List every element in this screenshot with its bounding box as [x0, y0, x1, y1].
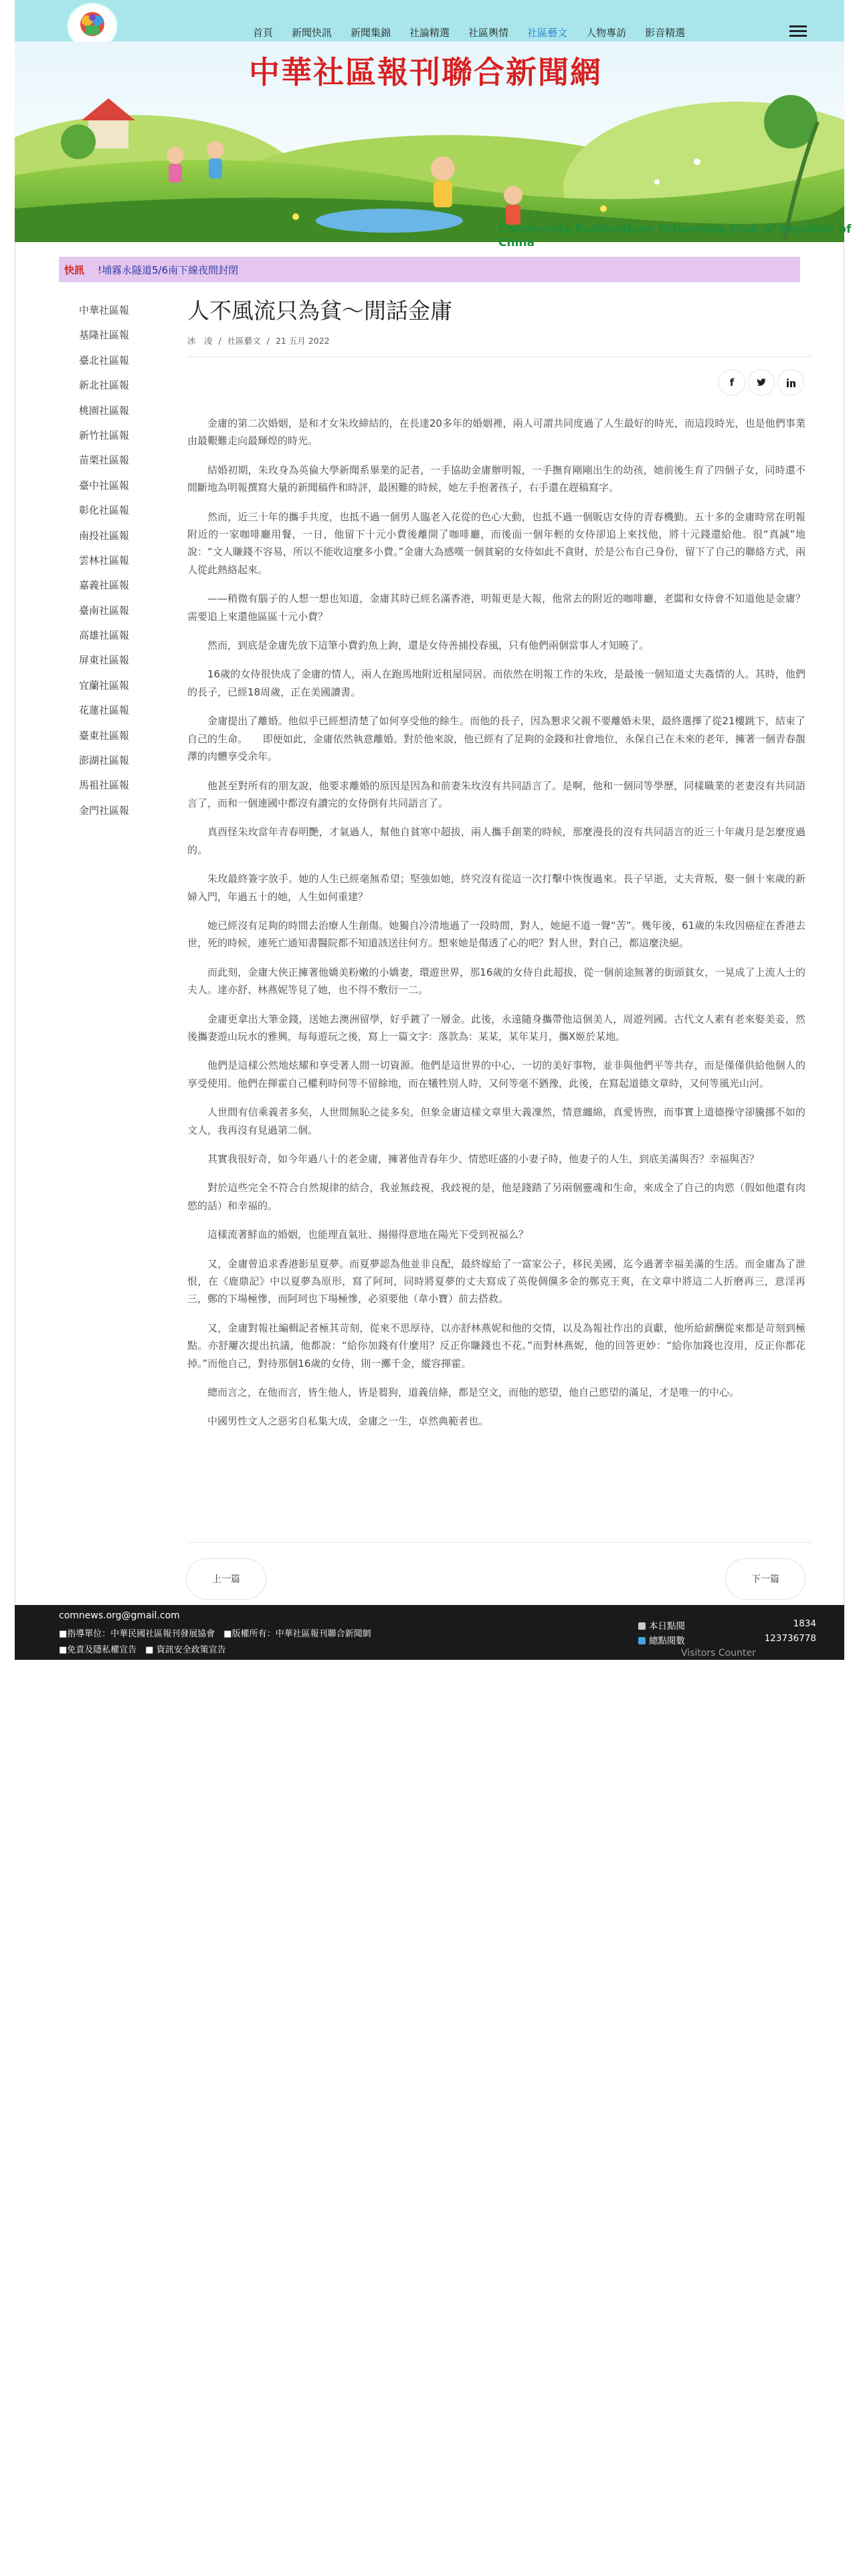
article-paragraph: 其實我很好奇，如今年過八十的老金庸，擁著他青春年少、情慾旺盛的小妻子時，他妻子的人生，到底美滿與否？幸福與否？ — [207, 1153, 760, 1165]
article-author: 冰 凌 — [187, 336, 213, 346]
nav-editorials[interactable]: 社論精選 — [409, 27, 450, 39]
nav-video[interactable]: 影音精選 — [645, 27, 686, 39]
prev-article-button[interactable]: 上一篇 — [186, 1558, 266, 1600]
article-paragraph: 金庸的第二次婚姻，是和才女朱玫締結的，在長達20多年的婚姻裡，兩人可謂共同度過了人生最好的時光，而這段時光，也是他們事業由最艱難走向最輝煌的時光。 — [187, 417, 805, 447]
linkedin-share-icon[interactable] — [777, 369, 804, 396]
footer-policy-links[interactable]: ■免責及隱私權宣告 ■ 資訊安全政策宣告 — [59, 1645, 226, 1655]
article-paragraph: 這樣流著鮮血的婚姻，也能理直氣壯、揚揚得意地在陽光下受到祝福么？ — [207, 1228, 529, 1241]
article-paragraph: 朱玫最終簽字放手。她的人生已經毫無希望；堅強如她，終究沒有從這一次打擊中恢復過來。長子早逝，丈夫背叛，娶一個十來歲的新婦入門，年過五十的她，人生如何重建？ — [187, 873, 805, 903]
pager-divider — [187, 1542, 812, 1543]
sidebar-item[interactable]: 苗栗社區報 — [79, 454, 130, 467]
footer — [15, 1605, 844, 1660]
today-visits-value: 1834 — [793, 1618, 816, 1629]
sidebar-item[interactable]: 臺中社區報 — [79, 479, 130, 492]
article-paragraph: 中國男性文人之惡劣自私集大成，金庸之一生，卓然典範者也。 — [207, 1415, 489, 1428]
article-paragraph: 然而，到底是金庸先放下這筆小費釣魚上鉤，還是女侍善捕投春風，只有他們兩個當事人才知曉了。 — [207, 639, 650, 652]
sidebar-item[interactable]: 新竹社區報 — [79, 429, 130, 441]
article-paragraph: 又，金庸對報社編輯記者極其苛刻，從來不思厚待，以亦舒林燕妮和他的交情，以及為報社作出的貢獻，他所給薪酬從來都是苛刻到極點。亦舒屢次提出抗議，他都說：“給你加錢有什麼用？反正你賺錢也不花。”而對林燕妮，他的回答更妙：“給你加錢也沒用，反正你都花掉。”而他自己，對待那個16歲的女侍，則一擲千金，縱容揮霍。 — [187, 1321, 805, 1370]
total-visits-icon — [638, 1637, 646, 1644]
sidebar-item[interactable]: 屏東社區報 — [79, 654, 130, 667]
footer-email[interactable]: comnews.org@gmail.com — [59, 1610, 180, 1621]
article-paragraph: 人世間有信乘義者多矣，人世間無恥之徒多矣，但象金庸這樣文章里大義凜然，情意纏綿，真愛皆煦，而事實上道德操守卻騰挪不如的文人，我再沒有見過第二個。 — [187, 1106, 805, 1136]
today-visits-icon — [638, 1622, 646, 1630]
sidebar-item[interactable]: 金門社區報 — [79, 804, 130, 817]
site-title: 中華社區報刊聯合新聞網 — [249, 54, 602, 90]
next-article-button[interactable]: 下一篇 — [725, 1558, 805, 1600]
today-visits-label: 本日點閱 — [638, 1618, 685, 1632]
article-paragraph: 又，金庸曾追求香港影星夏夢。而夏夢認為他並非良配，最終嫁給了一富家公子，移民美國，迄今過著幸福美滿的生活。而金庸為了泄恨，在《鹿鼎記》中以夏夢為原形，寫了阿珂，同時將夏夢的丈夫寫成了英俊倜儻多金的鄭克王爽，在文章中將這二人折磨再三，意淫再三，鄭的下場極慘，而阿珂也下場極慘，必須要他（韋小寶）前去搭救。 — [187, 1257, 805, 1305]
article-paragraph: 結婚初期，朱玫身為英倫大學新聞系畢業的記者，一手協助金庸辦明報，一手撫育剛剛出生的幼孩，她前後生育了四個子女，同時還不間斷地為明報撰寫大量的新聞稿件和時評，最困難的時候，她左手抱著孩子，右手還在趕稿寫字。 — [187, 463, 805, 494]
sidebar-item[interactable]: 澎湖社區報 — [79, 754, 130, 767]
article-paragraph: 她已經沒有足夠的時間去治療人生創傷。她獨自冷清地過了一段時間，對人，她絕不道一聲“苦”。幾年後，61歲的朱玫因癌症在香港去世，死的時候，連死亡通知書醫院都不知道該送往何方。想來她是傷透了心的吧？對人世，對自己，都這麼決絕。 — [187, 919, 805, 950]
nav-community-opinion[interactable]: 社區輿情 — [468, 27, 509, 39]
site-subtitle: Community Publications Fellowship Club of Republic of China — [498, 223, 852, 249]
sidebar-item[interactable]: 中華社區報 — [79, 304, 130, 316]
sidebar-item[interactable]: 嘉義社區報 — [79, 579, 130, 592]
main-nav — [253, 25, 704, 39]
article-meta: 冰 凌 / 社區藝文 / 21 五月 2022 — [187, 336, 330, 346]
sidebar-item[interactable]: 馬祖社區報 — [79, 779, 130, 792]
sidebar-item[interactable]: 基隆社區報 — [79, 329, 130, 342]
news-ticker — [59, 257, 800, 282]
sidebar-item[interactable]: 臺南社區報 — [79, 604, 130, 617]
sidebar — [79, 304, 159, 829]
sidebar-item[interactable]: 桃園社區報 — [79, 404, 130, 417]
sidebar-item[interactable]: 臺北社區報 — [79, 354, 130, 366]
sidebar-item[interactable]: 彰化社區報 — [79, 504, 130, 517]
sidebar-item[interactable]: 宜蘭社區報 — [79, 679, 130, 691]
facebook-share-icon[interactable]: f — [719, 369, 745, 396]
article-body — [187, 415, 805, 1442]
sidebar-item[interactable]: 臺東社區報 — [79, 729, 130, 742]
article-paragraph: 他甚至對所有的朋友說，他要求離婚的原因是因為和前妻朱玫沒有共同語言了。是啊，他和一個同等學歷，同樣職業的老妻沒有共同語言了，而和一個連國中都沒有讀完的女侍倒有共同語言了。 — [187, 779, 805, 809]
article-date: 21 五月 2022 — [275, 336, 330, 346]
ticker-text[interactable]: !埔霧永隧道5/6南下線夜間封閉 — [98, 264, 239, 276]
total-visits-value: 123736778 — [764, 1633, 816, 1644]
nav-news-flash[interactable]: 新聞快訊 — [292, 27, 332, 39]
twitter-share-icon[interactable] — [748, 369, 775, 396]
article-paragraph: 他們是這樣公然地炫耀和享受著人間一切資源。他們是這世界的中心，一切的美好事物，並非與他們平等共存，而是僅僅供給他個人的享受使用。他們在揮霍自己權利時何等不留餘地，而在犧牲別人時，又何等毫不猶豫，此後，在寫起道德文章時，又何等風光山河。 — [187, 1059, 805, 1089]
nav-news-collection[interactable]: 新聞集錦 — [351, 27, 391, 39]
total-visits-label: 總點閱數 — [638, 1633, 685, 1646]
article-paragraph: 對於這些完全不符合自然規律的結合，我並無歧視，我歧視的是，他是踐踏了另兩個靈魂和生命，來成全了自己的肉慾（假如他還有肉慾的話）和幸福的。 — [187, 1182, 805, 1212]
sidebar-item[interactable]: 高雄社區報 — [79, 629, 130, 642]
menu-hamburger-icon[interactable] — [789, 25, 807, 37]
sidebar-item[interactable]: 新北社區報 — [79, 379, 130, 392]
article-paragraph: 金庸更拿出大筆金錢，送她去澳洲留學，好乎鍍了一層金。此後，永遠隨身攜帶他這個美人，周遊列國。古代文人素有老來娶美妾，然後攜妻遊山玩水的雅興，每每遊玩之後，寫上一篇文字：落款為：某某，某年某月，攜X姬於某地。 — [187, 1012, 805, 1043]
nav-interviews[interactable]: 人物專訪 — [586, 27, 627, 39]
article-title: 人不風流只為貧～閒話金庸 — [187, 298, 452, 324]
sidebar-item[interactable]: 南投社區報 — [79, 529, 130, 542]
ticker-label: 快訊 — [64, 264, 85, 276]
sidebar-item[interactable]: 花蓮社區報 — [79, 704, 130, 717]
nav-community-arts[interactable]: 社區藝文 — [527, 27, 568, 39]
footer-credits: ■指導單位：中華民國社區報刊發展協會 ■版權所有：中華社區報刊聯合新聞網 — [59, 1629, 371, 1639]
nav-home[interactable]: 首頁 — [253, 27, 274, 39]
sidebar-item[interactable]: 雲林社區報 — [79, 554, 130, 566]
article-paragraph: 金庸提出了離婚。他似乎已經想清楚了如何享受他的餘生。而他的長子，因為懇求父親不要離婚未果，最終選擇了從21樓跳下，結束了自己的生命。 即便如此，金庸依然執意離婚。對於他來說，他已經有了足夠的金錢和社會地位，永保自己在未來的老年，擁著一個青春靚澤的肉體享受余年。 — [187, 715, 805, 763]
divider — [187, 356, 812, 357]
article-paragraph: 然而，近三十年的攜手共度，也抵不過一個男人臨老入花從的色心大動，也抵不過一個販店女侍的青春機勤。五十多的金庸時常在明報附近的一家咖啡廳用餐，一日，他留下十元小費後離開了咖啡廳，而後面一個年輕的女侍卻追上來找他，將十元錢還給他。很“真誠”地說：“文人賺錢不容易，所以不能收這麼多小費。”金庸大為感嘆一個貧窮的女侍如此不貪財，於是公布自己身份，留下了自己的聯絡方式，兩人從此熱絡起來。 — [187, 510, 805, 576]
article-paragraph: 總而言之，在他而言，皆生他人，皆是蒭狗，道義信條，都是空文，而他的慾望，他自己慾望的滿足，才是唯一的中心。 — [207, 1386, 740, 1399]
article-paragraph: 16歲的女侍很快成了金庸的情人，兩人在跑馬地附近租屋同居。而依然在明報工作的朱玫，是最後一個知道丈夫姦情的人。其時，他們的長子，已經18周歲，正在美國讀書。 — [187, 668, 805, 698]
article-paragraph: ——稍微有腦子的人想一想也知道，金庸其時已經名滿香港，明報更是大報，他常去的附近的咖啡廳，老闆和女侍會不知道他是金庸？需要追上來還他區區十元小費？ — [187, 593, 805, 623]
visitors-counter-label: Visitors Counter — [681, 1648, 756, 1658]
article-category[interactable]: 社區藝文 — [227, 336, 261, 346]
article-paragraph: 而此刻，金庸大俠正擁著他嬌美粉嫩的小嬌妻，環遊世界，那16歲的女侍自此超拔，從一個前途無著的街頭貧女，一晃成了上流人士的夫人。達亦舒、林燕妮等見了她，也不得不敷衍一二。 — [187, 966, 805, 996]
article-paragraph: 真酉怪朱玫當年青春明艷，才氣過人，幫他自貧寒中超拔，兩人攜手創業的時候，那麼漫長的沒有共同語言的近三十年歲月是怎麼度過的。 — [187, 826, 805, 856]
